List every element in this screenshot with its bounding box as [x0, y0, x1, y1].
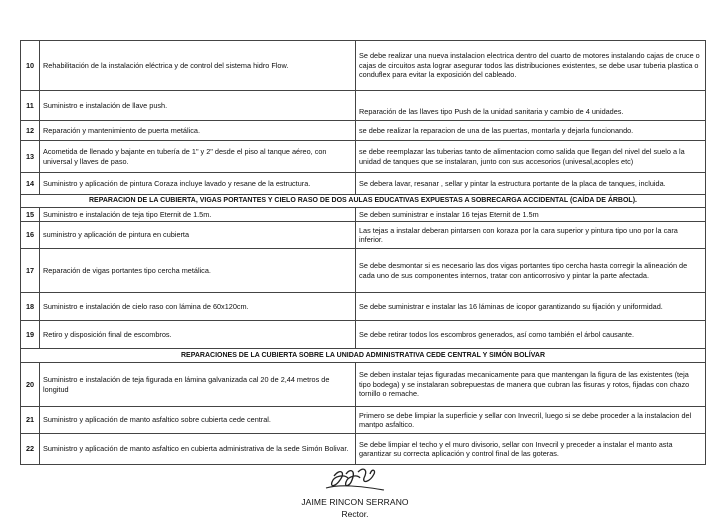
table-row: [21, 321, 706, 349]
table-row: [21, 222, 706, 249]
item-observation: Se debe retirar todos los escombros generados, así como también el árbol causante.: [356, 321, 706, 349]
item-description: Reparación de vigas portantes tipo cercha metálica.: [40, 249, 356, 293]
item-number: 18: [21, 293, 40, 321]
signature-scribble-icon: [320, 466, 390, 496]
table-row: [21, 91, 706, 121]
section-heading: REPARACION DE LA CUBIERTA, VIGAS PORTANTES Y CIELO RASO DE DOS AULAS EDUCATIVAS EXPUESTAS A SOBRECARGA ACCIDENTAL (CAÍDA DE ÁRBOL).: [21, 195, 706, 208]
item-description: Rehabilitación de la instalación eléctrica y de control del sistema hidro Flow.: [40, 41, 356, 91]
handwritten-signature: [0, 466, 710, 496]
item-observation: Se debe desmontar si es necesario las dos vigas portantes tipo cercha hasta corregir la alineación de cada uno de sus componentes internos, tratar con anticorrosivo y pintar la parte afectada.: [356, 249, 706, 293]
table-row: [21, 363, 706, 407]
item-observation: Se deben instalar tejas figuradas mecanicamente para que mantengan la figura de las existentes (teja tipo bodega) y se instalaran sobrepuestas de manera que cubran las fisuras y rotos, fijadas con chazo tornillo o remache.: [356, 363, 706, 407]
item-number: 22: [21, 434, 40, 465]
signer-role: Rector.: [341, 509, 369, 519]
item-observation: Se debe suministrar e instalar las 16 láminas de icopor garantizando su fijación y uniformidad.: [356, 293, 706, 321]
item-description: Retiro y disposición final de escombros.: [40, 321, 356, 349]
item-observation: se debe realizar la reparacion de una de las puertas, montarla y dejarla funcionando.: [356, 121, 706, 141]
item-number: 11: [21, 91, 40, 121]
item-observation: Reparación de las llaves tipo Push de la unidad sanitaria y cambio de 4 unidades.: [356, 91, 706, 121]
item-observation: se debe reemplazar las tuberias tanto de alimentacion como salida que llegan del nivel del suelo a la unidad de tanques que se instalaran, junto con sus accesorios (univesal,acoples etc): [356, 141, 706, 173]
item-observation: Se debe limpiar el techo y el muro divisorio, sellar con Invecril y preceder a instalar el manto asta garantizar su correcta aplicación y control final de las goteras.: [356, 434, 706, 465]
item-description: Suministro e instalación de cielo raso con lámina de 60x120cm.: [40, 293, 356, 321]
table-row: [21, 407, 706, 434]
works-table: [20, 40, 706, 465]
item-number: 14: [21, 173, 40, 195]
table-row: [21, 141, 706, 173]
table-row: [21, 249, 706, 293]
item-description: suministro y aplicación de pintura en cubierta: [40, 222, 356, 249]
signer-name: JAIME RINCON SERRANO: [301, 497, 409, 507]
table-row: [21, 41, 706, 91]
section-heading-row: [21, 195, 706, 208]
item-number: 15: [21, 208, 40, 222]
item-description: Suministro e instalación de teja tipo Eternit de 1.5m.: [40, 208, 356, 222]
item-number: 16: [21, 222, 40, 249]
section-heading: REPARACIONES DE LA CUBIERTA SOBRE LA UNIDAD ADMINISTRATIVA CEDE CENTRAL Y SIMÓN BOLÍVAR: [21, 349, 706, 363]
item-observation: Se debera lavar, resanar , sellar y pintar la estructura portante de la placa de tanques, incluida.: [356, 173, 706, 195]
section-heading-row: [21, 349, 706, 363]
item-number: 17: [21, 249, 40, 293]
item-description: Suministro e instalación de llave push.: [40, 91, 356, 121]
item-number: 12: [21, 121, 40, 141]
table-row: [21, 434, 706, 465]
item-number: 13: [21, 141, 40, 173]
item-description: Reparación y mantenimiento de puerta metálica.: [40, 121, 356, 141]
item-observation: Primero se debe limpiar la superficie y sellar con Invecril, luego si se debe proceder a la instalacion del mantpo asfaltico.: [356, 407, 706, 434]
item-observation: Se debe realizar una nueva instalacion electrica dentro del cuarto de motores instalando cajas de cruce o cajas de circuitos asta lograr asegurar todos las distribuciones existentes, se debe usar tuberia plastica o conduflex para evitar la exposición del cableado.: [356, 41, 706, 91]
item-description: Acometida de llenado y bajante en tubería de 1" y 2" desde el piso al tanque aéreo, con universal y llaves de paso.: [40, 141, 356, 173]
table-row: [21, 173, 706, 195]
item-description: Suministro y aplicación de manto asfaltico en cubierta administrativa de la sede Simón Bolivar.: [40, 434, 356, 465]
item-observation: Las tejas a instalar deberan pintarsen con koraza por la cara superior y pintura tipo uno por la cara inferior.: [356, 222, 706, 249]
table-row: [21, 208, 706, 222]
item-number: 20: [21, 363, 40, 407]
table-row: [21, 293, 706, 321]
item-observation: Se deben suministrar e instalar 16 tejas Eternit de 1.5m: [356, 208, 706, 222]
table-row: [21, 121, 706, 141]
item-description: Suministro y aplicación de pintura Coraza incluye lavado y resane de la estructura.: [40, 173, 356, 195]
item-description: Suministro y aplicación de manto asfaltico sobre cubierta cede central.: [40, 407, 356, 434]
item-number: 21: [21, 407, 40, 434]
item-number: 10: [21, 41, 40, 91]
item-number: 19: [21, 321, 40, 349]
item-description: Suministro e instalación de teja figurada en lámina galvanizada cal 20 de 2,44 metros de longitud: [40, 363, 356, 407]
